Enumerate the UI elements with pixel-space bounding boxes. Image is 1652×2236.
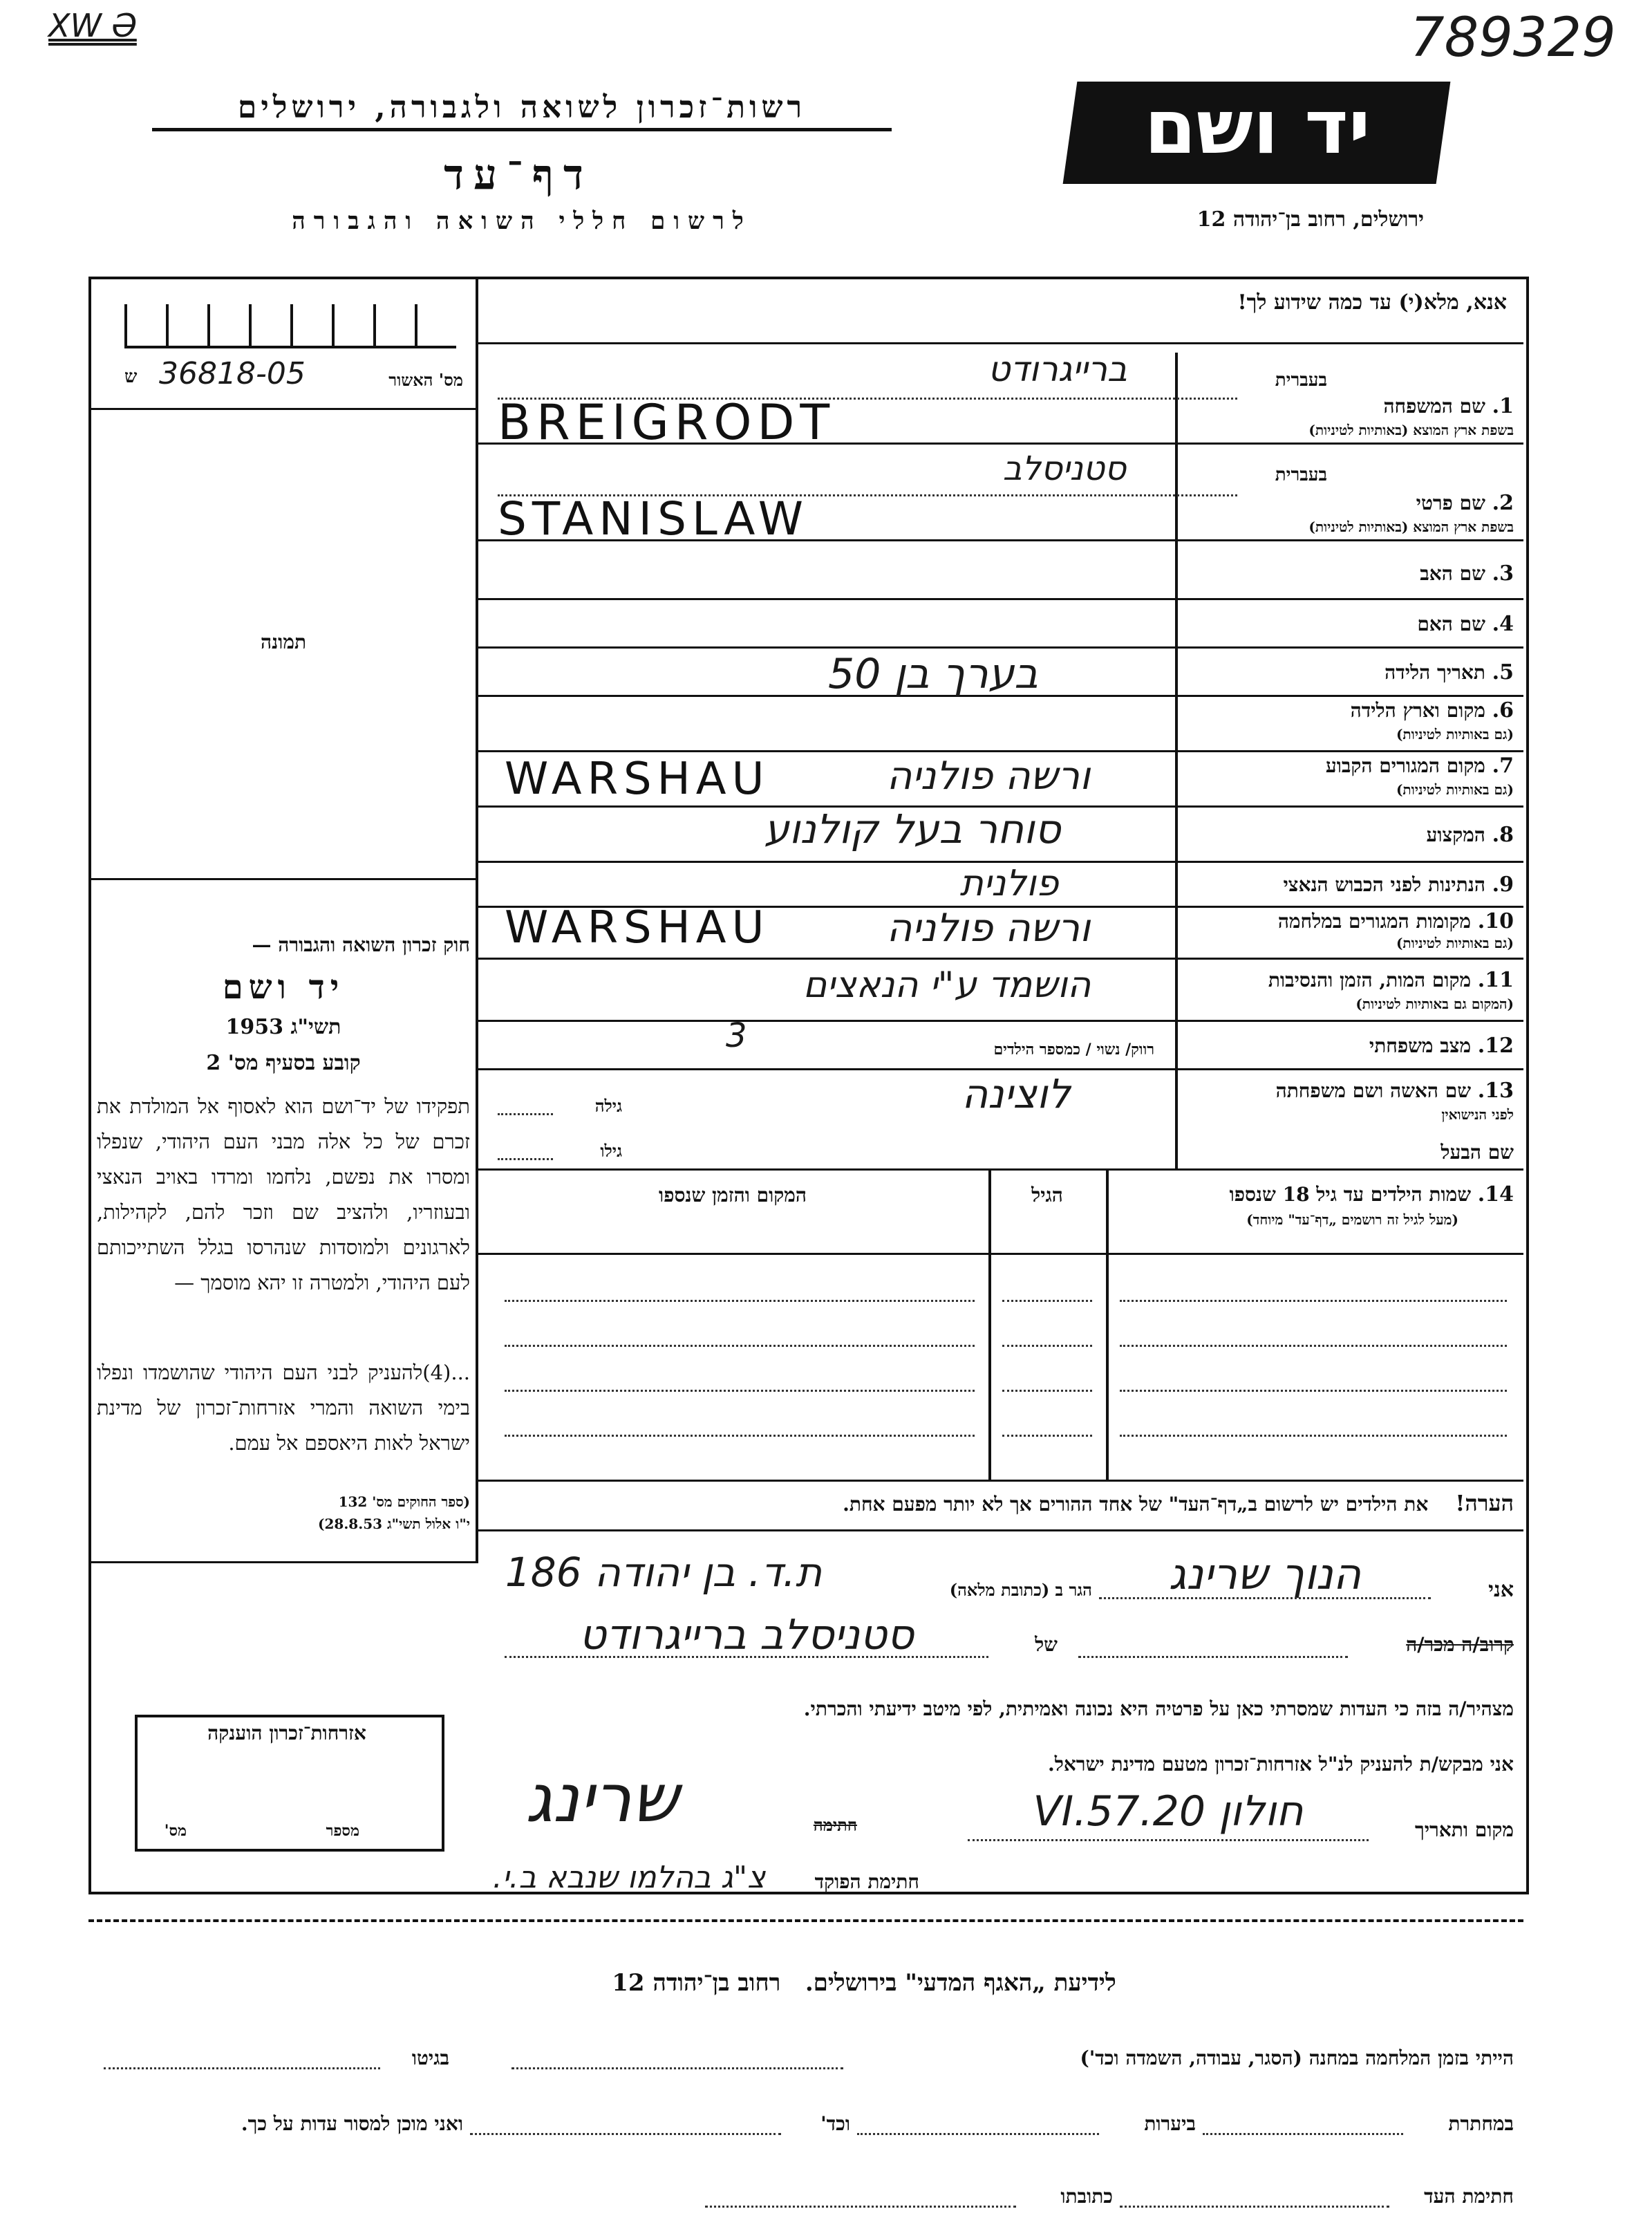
field-7-hebrew-value: ורשה פולניה <box>886 754 1091 799</box>
officer-value: צ"ג בהלמו שנבא ב.י. <box>492 1860 766 1895</box>
field-13-wife-value: לוצינה <box>961 1070 1071 1117</box>
field-10-label: 10. מקומות המגורים במלחמה <box>1277 909 1514 933</box>
field-5-label: 5. תאריך הלידה <box>1385 660 1514 684</box>
law-text: תפקידו של יד־ושם הוא לאסוף אל המולדת את זכרם של כל אלה מבני העם היהודי, שנפלו ומסרו את נפשם, נלחמו ומרדו באויב הנאצי ובעוזריו, ולהציב שם וזכר להם, לקהילות, לארגונים ולמוסדות שנהרסו בגלל השתייכותם לעם היהודי, ולמטרה זו יהא מוסמך — <box>97 1094 470 1294</box>
citizenship-box-title: אזרחות־זכרון הוענקה <box>207 1722 366 1744</box>
law-title: חוק זכרון השואה והגבורה — <box>252 933 470 956</box>
citizenship-box-no: מס' <box>164 1822 187 1840</box>
yad-vashem-logo <box>1063 82 1451 184</box>
field-7-latin-value: WARSHAU <box>505 754 770 805</box>
law-source-2: י"ו אלול תשי"ג 28.8.53) <box>318 1516 470 1532</box>
approval-suffix: ש <box>124 366 138 387</box>
approval-value: 36818-05 <box>159 356 306 391</box>
field-9-label: 9. הנתינות לפני הכבוש הנאצי <box>1283 873 1514 897</box>
footer-line-3b: כתובתו <box>1060 2185 1113 2208</box>
footer-line-2a: במחתרת <box>1448 2112 1514 2135</box>
field-8-label: 8. המקצוע <box>1426 823 1514 847</box>
of-value: סטניסלב ברייגרודט <box>579 1611 914 1659</box>
field-4-label: 4. שם האם <box>1417 612 1514 636</box>
authority-name: רשות־זכרון לשואה ולגבורה, ירושלים <box>152 90 892 131</box>
place-date-value: חולון 20.VI.57 <box>1033 1787 1304 1836</box>
approval-ticks <box>124 304 456 348</box>
footer-line-3a: חתימת העד <box>1424 2185 1514 2208</box>
field-1-hebrew-value: ברייגרודט <box>988 349 1127 389</box>
field-10-hebrew-value: ורשה פולניה <box>886 906 1091 951</box>
field-13-wife-age-tag: גילה <box>594 1096 622 1116</box>
citizenship-box-number-label: מספר <box>326 1822 359 1840</box>
field-10-latin-value: WARSHAU <box>505 902 770 953</box>
archive-number: 789329 <box>1410 7 1616 69</box>
field-11-sub: (המקום גם באותיות לטיניות) <box>1355 996 1514 1012</box>
field-13-sub: לפני הנישואין <box>1441 1106 1514 1123</box>
field-2-latin-value: STANISLAW <box>498 492 809 546</box>
request-text: אני מבקש/ת להעניק לנ"ל אזרחות־זכרון מטעם מדינת ישראל. <box>1047 1753 1514 1776</box>
law-text-2: ...(4)להעניק לבני העם היהודי שהושמדו ונפלו בימי השואה והמרי אזרחות־זכרון של מדינת ישראל לאות היאספם אל עמם. <box>97 1361 470 1455</box>
field-1-label: 1. שם המשפחה <box>1383 394 1514 418</box>
field-3-label: 3. שם האב <box>1420 561 1514 586</box>
footer-line-1a: הייתי בזמן המלחמה במחנה (הסגר, עבודה, השמדה וכד') <box>1080 2047 1514 2069</box>
logo-text: יד ושם <box>1144 84 1371 171</box>
field-2-sub: בשפת ארץ המוצא (באותיות לטיניות) <box>1308 519 1514 535</box>
declarant-resides: הגר ב (כתובת מלאה) <box>949 1580 1092 1600</box>
declarant-address: ת.ד. בן יהודה 186 <box>505 1549 823 1596</box>
children-age-header: הגיל <box>1031 1184 1063 1206</box>
officer-label: חתימת הפוקד <box>814 1870 919 1893</box>
field-1-latin-value: BREIGRODT <box>498 394 836 451</box>
signature: שרינג <box>525 1760 679 1837</box>
field-6-sub: (גם באותיות לטיניות) <box>1396 726 1514 743</box>
law-name: יד ושם <box>222 968 345 1007</box>
field-2-label: 2. שם פרטי <box>1416 491 1514 515</box>
field-12-children-count: 3 <box>726 1016 747 1055</box>
husband-age-tag: גילו <box>600 1141 622 1161</box>
field-1-sub: בשפת ארץ המוצא (באותיות לטיניות) <box>1308 422 1514 438</box>
field-7-label: 7. מקום המגורים הקבוע <box>1325 754 1514 778</box>
declaration-text: מצהיר/ה בזה כי העדות שמסרתי כאן על פרטיה היא נכונה ואמיתית, לפי מיטב ידיעתי והכרתי. <box>803 1697 1514 1720</box>
field-8-value: סוחר בעל קולנוע <box>764 805 1061 853</box>
form-title: דף־עד <box>444 151 593 199</box>
children-place-header: המקום והזמן שנספו <box>659 1184 807 1206</box>
footer-title: לידיעת „האגף המדעי" בירושלים. רחוב בן־יהודה 12 <box>612 1969 1116 1997</box>
field-11-label: 11. מקום המות, הזמן והנסיבות <box>1268 968 1514 992</box>
signature-label: חתימה <box>813 1815 857 1835</box>
law-clause: קובע בסעיף מס' 2 <box>206 1051 361 1075</box>
header-address: ירושלים, רחוב בן־יהודה 12 <box>1196 207 1424 232</box>
field-13-label: 13. שם האשה ושם משפחתה <box>1275 1079 1514 1103</box>
field-7-sub: (גם באותיות לטיניות) <box>1396 781 1514 798</box>
footer-line-2c: וכד' <box>820 2112 850 2135</box>
of-label: של <box>1035 1633 1058 1656</box>
husband-label: שם הבעל <box>1440 1141 1514 1164</box>
footer-box <box>88 1919 1523 2236</box>
note: הערה! את הילדים יש לרשום ב„דף־העד" של אחד ההורים אך לא יותר מפעם אחת. <box>843 1490 1514 1516</box>
archive-mark: XW Ə <box>48 7 137 44</box>
children-header-sub: (מעל לגיל זה רושמים „דף־עד" מיוחד) <box>1246 1211 1458 1228</box>
children-header: 14. שמות הילדים עד גיל 18 שנספו <box>1229 1182 1514 1206</box>
photo-label: תמונה <box>260 631 307 653</box>
left-column-divider <box>476 277 478 1563</box>
field-9-value: פולנית <box>959 863 1059 904</box>
place-date-label: מקום ותאריך <box>1414 1818 1514 1841</box>
footer-line-2d: ואני מוכן למסור עדות על כך. <box>241 2112 463 2135</box>
relative-label: קרוב/ה מכר/ה <box>1406 1633 1514 1656</box>
approval-label: מס' האשור <box>388 370 463 390</box>
footer-line-1b: בגיטו <box>411 2047 449 2069</box>
form-subtitle: לרשום חללי השואה והגבורה <box>292 207 752 235</box>
field-1-hebrew-tag: בעברית <box>1275 370 1327 391</box>
field-6-label: 6. מקום וארץ הלידה <box>1350 698 1514 723</box>
field-11-value: הושמד ע"י הנאצים <box>802 965 1091 1006</box>
law-year: תשי"ג 1953 <box>225 1015 341 1039</box>
intro-text: אנא, מלא(י) עד כמה שידוע לך! <box>1237 290 1507 315</box>
declarant-name: הנוך שרינג <box>1168 1549 1362 1599</box>
footer-line-2b: ביערות <box>1144 2112 1196 2135</box>
field-2-hebrew-tag: בעברית <box>1275 465 1327 485</box>
declarant-ani: אני <box>1488 1578 1514 1602</box>
field-12-options: רווק/ נשוי / כמספר הילדים <box>993 1041 1154 1059</box>
field-2-hebrew-value: סטניסלב <box>1002 449 1127 488</box>
field-10-sub: (גם באותיות לטיניות) <box>1396 935 1514 951</box>
law-source: (ספר החוקים מס' 132 <box>338 1493 470 1510</box>
field-5-value: בערך בן 50 <box>828 650 1038 698</box>
field-12-label: 12. מצב משפחתי <box>1369 1034 1514 1058</box>
label-divider <box>1175 353 1178 1168</box>
